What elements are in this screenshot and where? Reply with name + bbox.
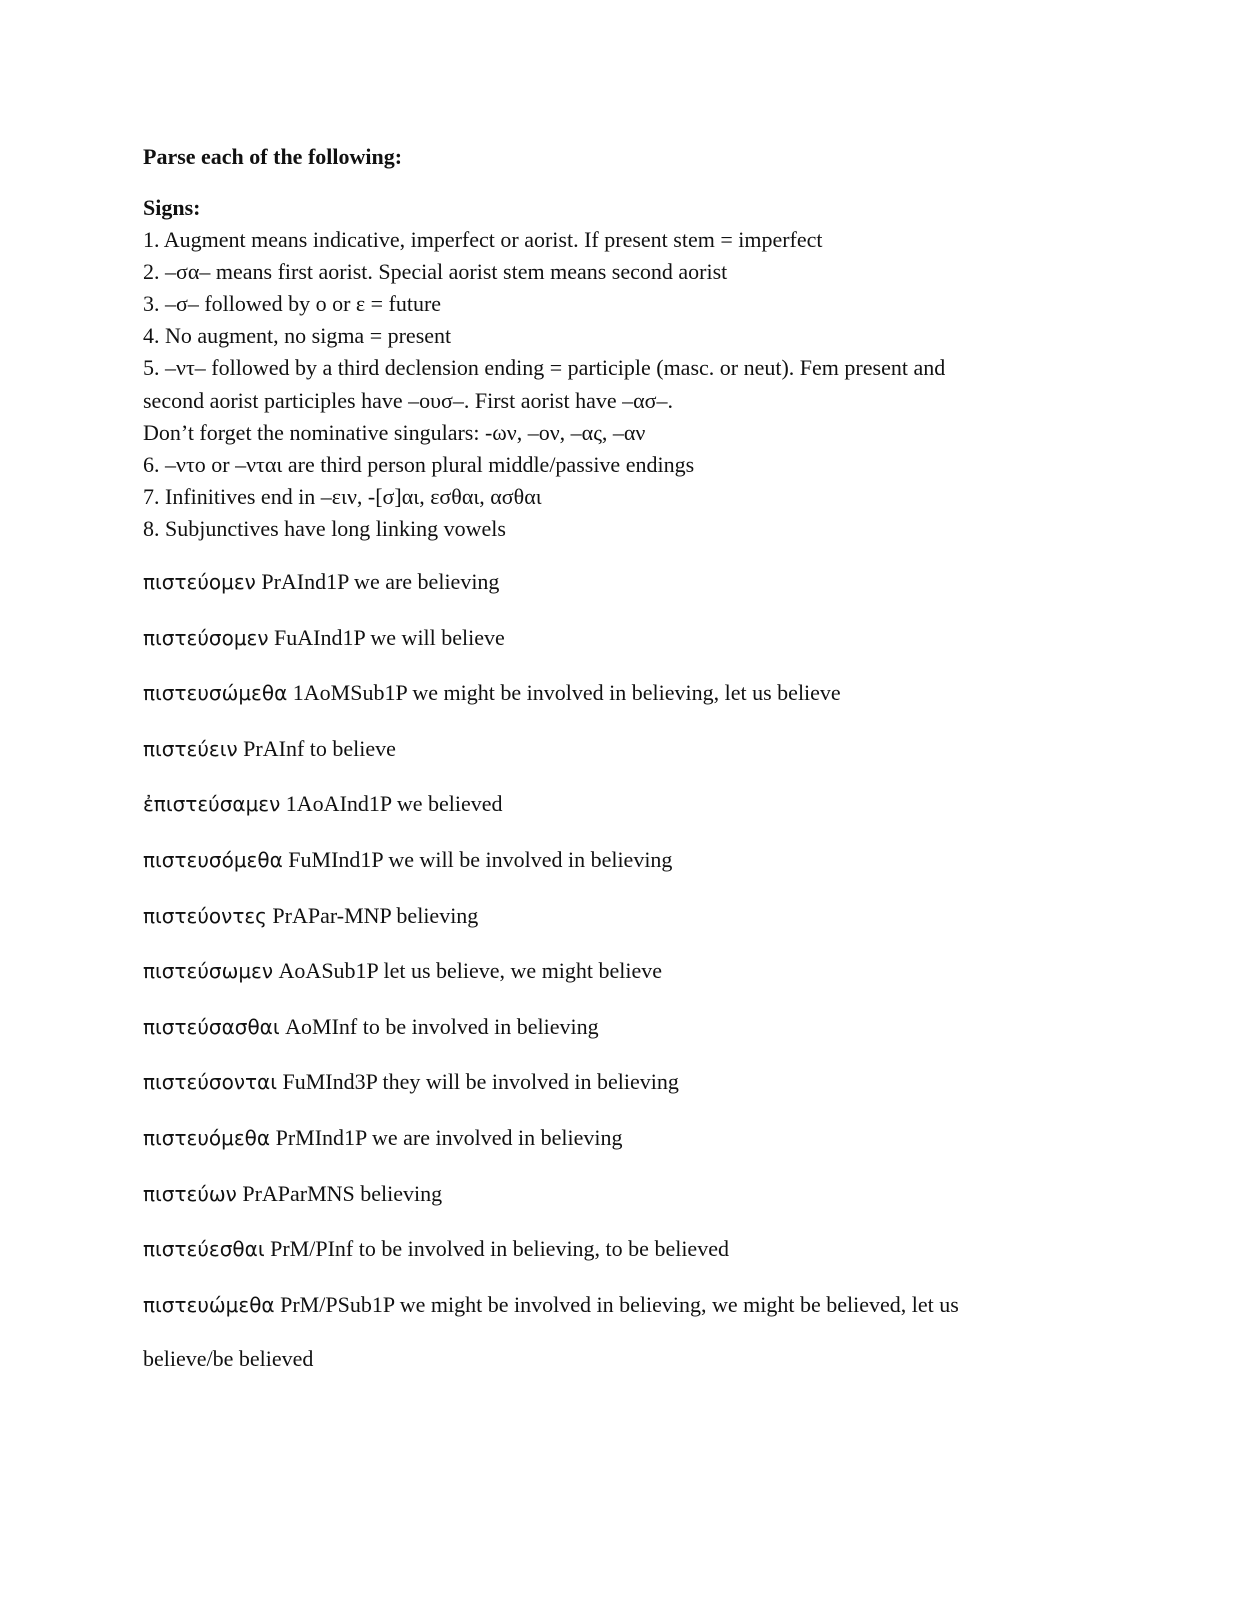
greek-word: πιστεύομεν [143, 570, 256, 594]
parse-entry [143, 1014, 599, 1040]
greek-word: πιστεύσομεν [143, 625, 269, 650]
parse-entry [143, 680, 841, 706]
parse-entry [143, 1236, 729, 1262]
parse-answer: PrM/PInf to be involved in believing, to be believed [270, 1236, 729, 1262]
parse-entry [143, 958, 662, 984]
sign-rule: 1. Augment means indicative, imperfect or aorist. If present stem = imperfect [143, 227, 823, 252]
sign-rule: second aorist participles have –ουσ–. First aorist have –ασ–. [143, 387, 674, 413]
page-title: Parse each of the following: [143, 144, 403, 169]
parse-answer: PrMInd1P we are involved in believing [275, 1125, 623, 1150]
sign-rule: Don’t forget the nominative singulars: -ων, –ον, –ας, –αν [143, 419, 646, 445]
greek-word: πιστεύσωμεν [143, 959, 274, 984]
parse-answer: FuAInd1P we will believe [274, 624, 505, 650]
parse-entry [143, 1292, 959, 1318]
entry-continuation: believe/be believed [143, 1346, 314, 1371]
greek-word: πιστευσώμεθα [143, 681, 288, 706]
greek-word: πιστεύσασθαι [143, 1014, 280, 1039]
parse-entry [143, 791, 503, 817]
parse-answer: PrAInd1P we are believing [261, 569, 500, 594]
parse-entry [143, 847, 672, 873]
greek-word: πιστεύσονται [143, 1070, 277, 1095]
parse-entry [143, 1069, 679, 1095]
greek-word: πιστεύων [143, 1181, 237, 1206]
greek-word: πιστευσόμεθα [143, 848, 283, 872]
parse-answer: 1AoMSub1P we might be involved in believing, let us believe [292, 680, 841, 706]
sign-rule: 3. –σ– followed by ο or ε = future [143, 291, 442, 317]
parse-answer: FuMInd3P they will be involved in believing [282, 1069, 679, 1095]
parse-answer: PrM/PSub1P we might be involved in believing, we might be believed, let us [280, 1291, 959, 1317]
parse-entry [143, 1181, 442, 1207]
parse-answer: PrAPar-MNP believing [272, 902, 479, 928]
parse-entry [143, 736, 396, 762]
parse-answer: PrAParMNS believing [242, 1180, 443, 1206]
parse-answer: FuMInd1P we will be involved in believing [288, 847, 673, 872]
parse-entry [143, 1125, 622, 1151]
parse-entry [143, 569, 499, 595]
greek-word: πιστεύειν [143, 736, 238, 761]
parse-answer: PrAInf to believe [243, 735, 396, 761]
sign-rule: 8. Subjunctives have long linking vowels [143, 515, 506, 541]
parse-answer: AoASub1P let us believe, we might believe [278, 958, 663, 984]
greek-word: ἐπιστεύσαμεν [143, 792, 281, 817]
sign-rule: 7. Infinitives end in –ειν, -[σ]αι, εσθαι, ασθαι [143, 483, 542, 509]
greek-word: πιστεύεσθαι [143, 1237, 265, 1262]
parse-entry [143, 903, 478, 929]
parse-answer: 1AoAInd1P we believed [285, 791, 503, 817]
parse-entry [143, 625, 505, 651]
greek-word: πιστεύοντες [143, 903, 267, 928]
sign-rule: 6. –ντο or –νται are third person plural middle/passive endings [143, 451, 695, 477]
sign-rule: 2. –σα– means first aorist. Special aorist stem means second aorist [143, 259, 728, 285]
parse-answer: AoMInf to be involved in believing [285, 1013, 599, 1039]
greek-word: πιστευώμεθα [143, 1292, 275, 1317]
signs-heading: Signs: [143, 195, 201, 220]
greek-word: πιστευόμεθα [143, 1126, 271, 1150]
sign-rule: 4. No augment, no sigma = present [143, 323, 452, 349]
sign-rule: 5. –ντ– followed by a third declension ending = participle (masc. or neut). Fem present and [143, 355, 946, 381]
